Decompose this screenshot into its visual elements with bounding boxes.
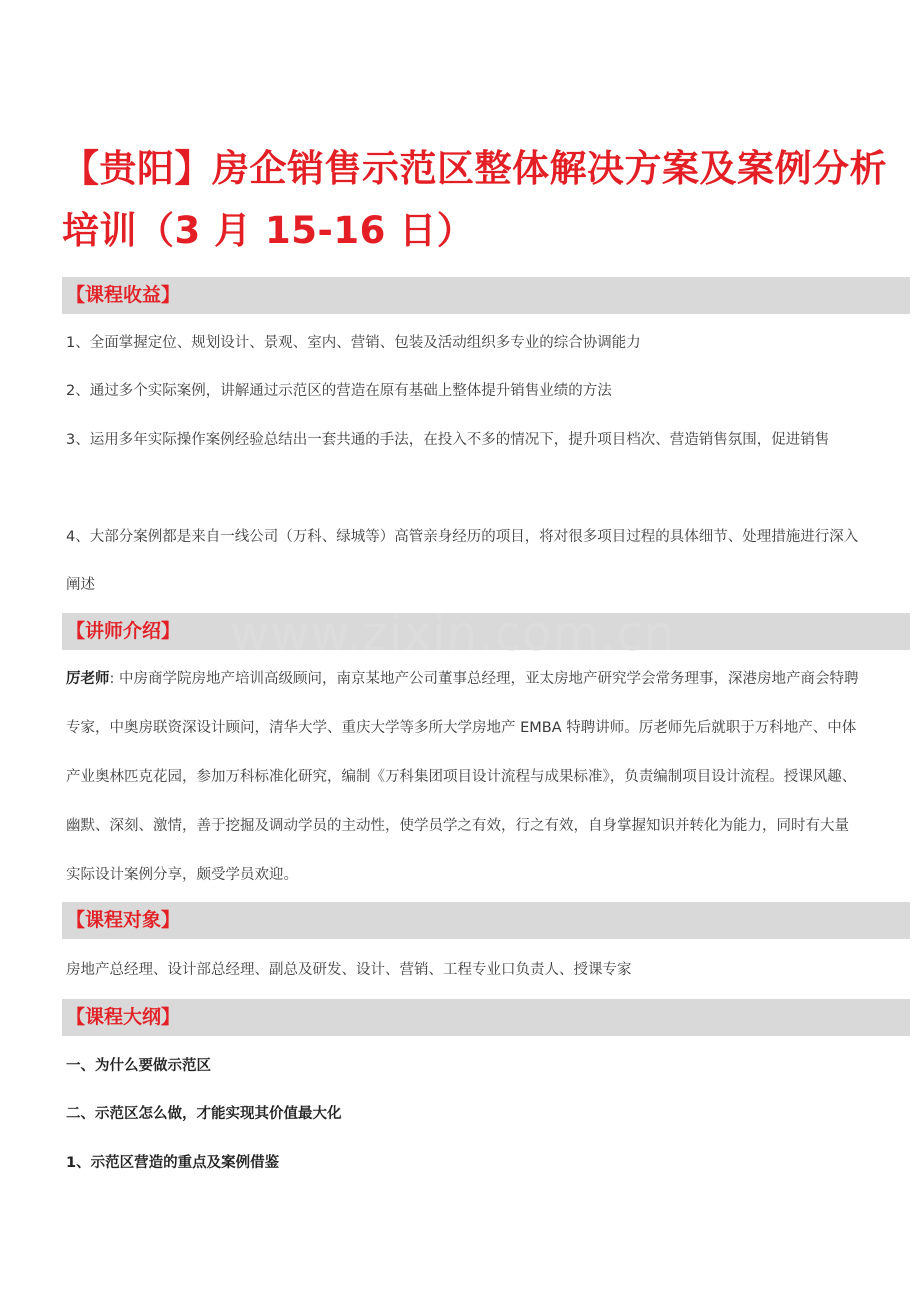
benefit-item-4: 4、大部分案例都是来自一线公司（万科、绿城等）高管亲身经历的项目，将对很多项目过程的具体细节、处理措施进行深入阐述: [66, 529, 859, 593]
lecturer-name: 厉老师: [66, 671, 110, 687]
outline-item-2: 二、示范区怎么做，才能实现其价值最大化: [66, 1106, 342, 1122]
section-bar-outline: [62, 999, 910, 1036]
benefit-item-3: 3、运用多年实际操作案例经验总结出一套共通的手法，在投入不多的情况下，提升项目档次、营造销售氛围，促进销售: [66, 432, 830, 448]
section-heading-outline: 【课程大纲】: [66, 1006, 181, 1028]
outline-item-1: 一、为什么要做示范区: [66, 1058, 211, 1074]
page-title: 【贵阳】房企销售示范区整体解决方案及案例分析培训（3 月 15-16 日）: [62, 147, 887, 252]
section-heading-lecturer: 【讲师介绍】: [66, 620, 181, 642]
benefit-item-2: 2、通过多个实际案例，讲解通过示范区的营造在原有基础上整体提升销售业绩的方法: [66, 383, 612, 399]
section-heading-benefits: 【课程收益】: [66, 284, 181, 306]
section-bar-benefits: [62, 277, 910, 314]
section-heading-audience: 【课程对象】: [66, 909, 181, 931]
outline-item-3: 1、示范区营造的重点及案例借鉴: [66, 1155, 280, 1171]
watermark: www.zixin.com.cn: [230, 606, 676, 662]
benefit-item-1: 1、全面掌握定位、规划设计、景观、室内、营销、包装及活动组织多专业的综合协调能力: [66, 335, 641, 351]
audience-text: 房地产总经理、设计部总经理、副总及研发、设计、营销、工程专业口负责人、授课专家: [66, 962, 632, 978]
lecturer-bio-text: : 中房商学院房地产培训高级顾问，南京某地产公司董事总经理，亚太房地产研究学会常务理事，深港房地产商会特聘专家，中奥房联资深设计顾问，清华大学、重庆大学等多所大学房地产 EMBA 特聘讲师。厉老师先后就职于万科地产、中体产业奥林匹克花园，参加万科标准化研究，编制《万科集团项目设计流程与成果标准》，负责编制项目设计流程。授课风趣、幽默、深刻、激情，善于挖掘及调动学员的主动性，使学员学之有效，行之有效，自身掌握知识并转化为能力，同时有大量实际设计案例分享，颇受学员欢迎。: [66, 671, 859, 883]
lecturer-bio: [66, 655, 861, 900]
section-bar-audience: [62, 902, 910, 939]
